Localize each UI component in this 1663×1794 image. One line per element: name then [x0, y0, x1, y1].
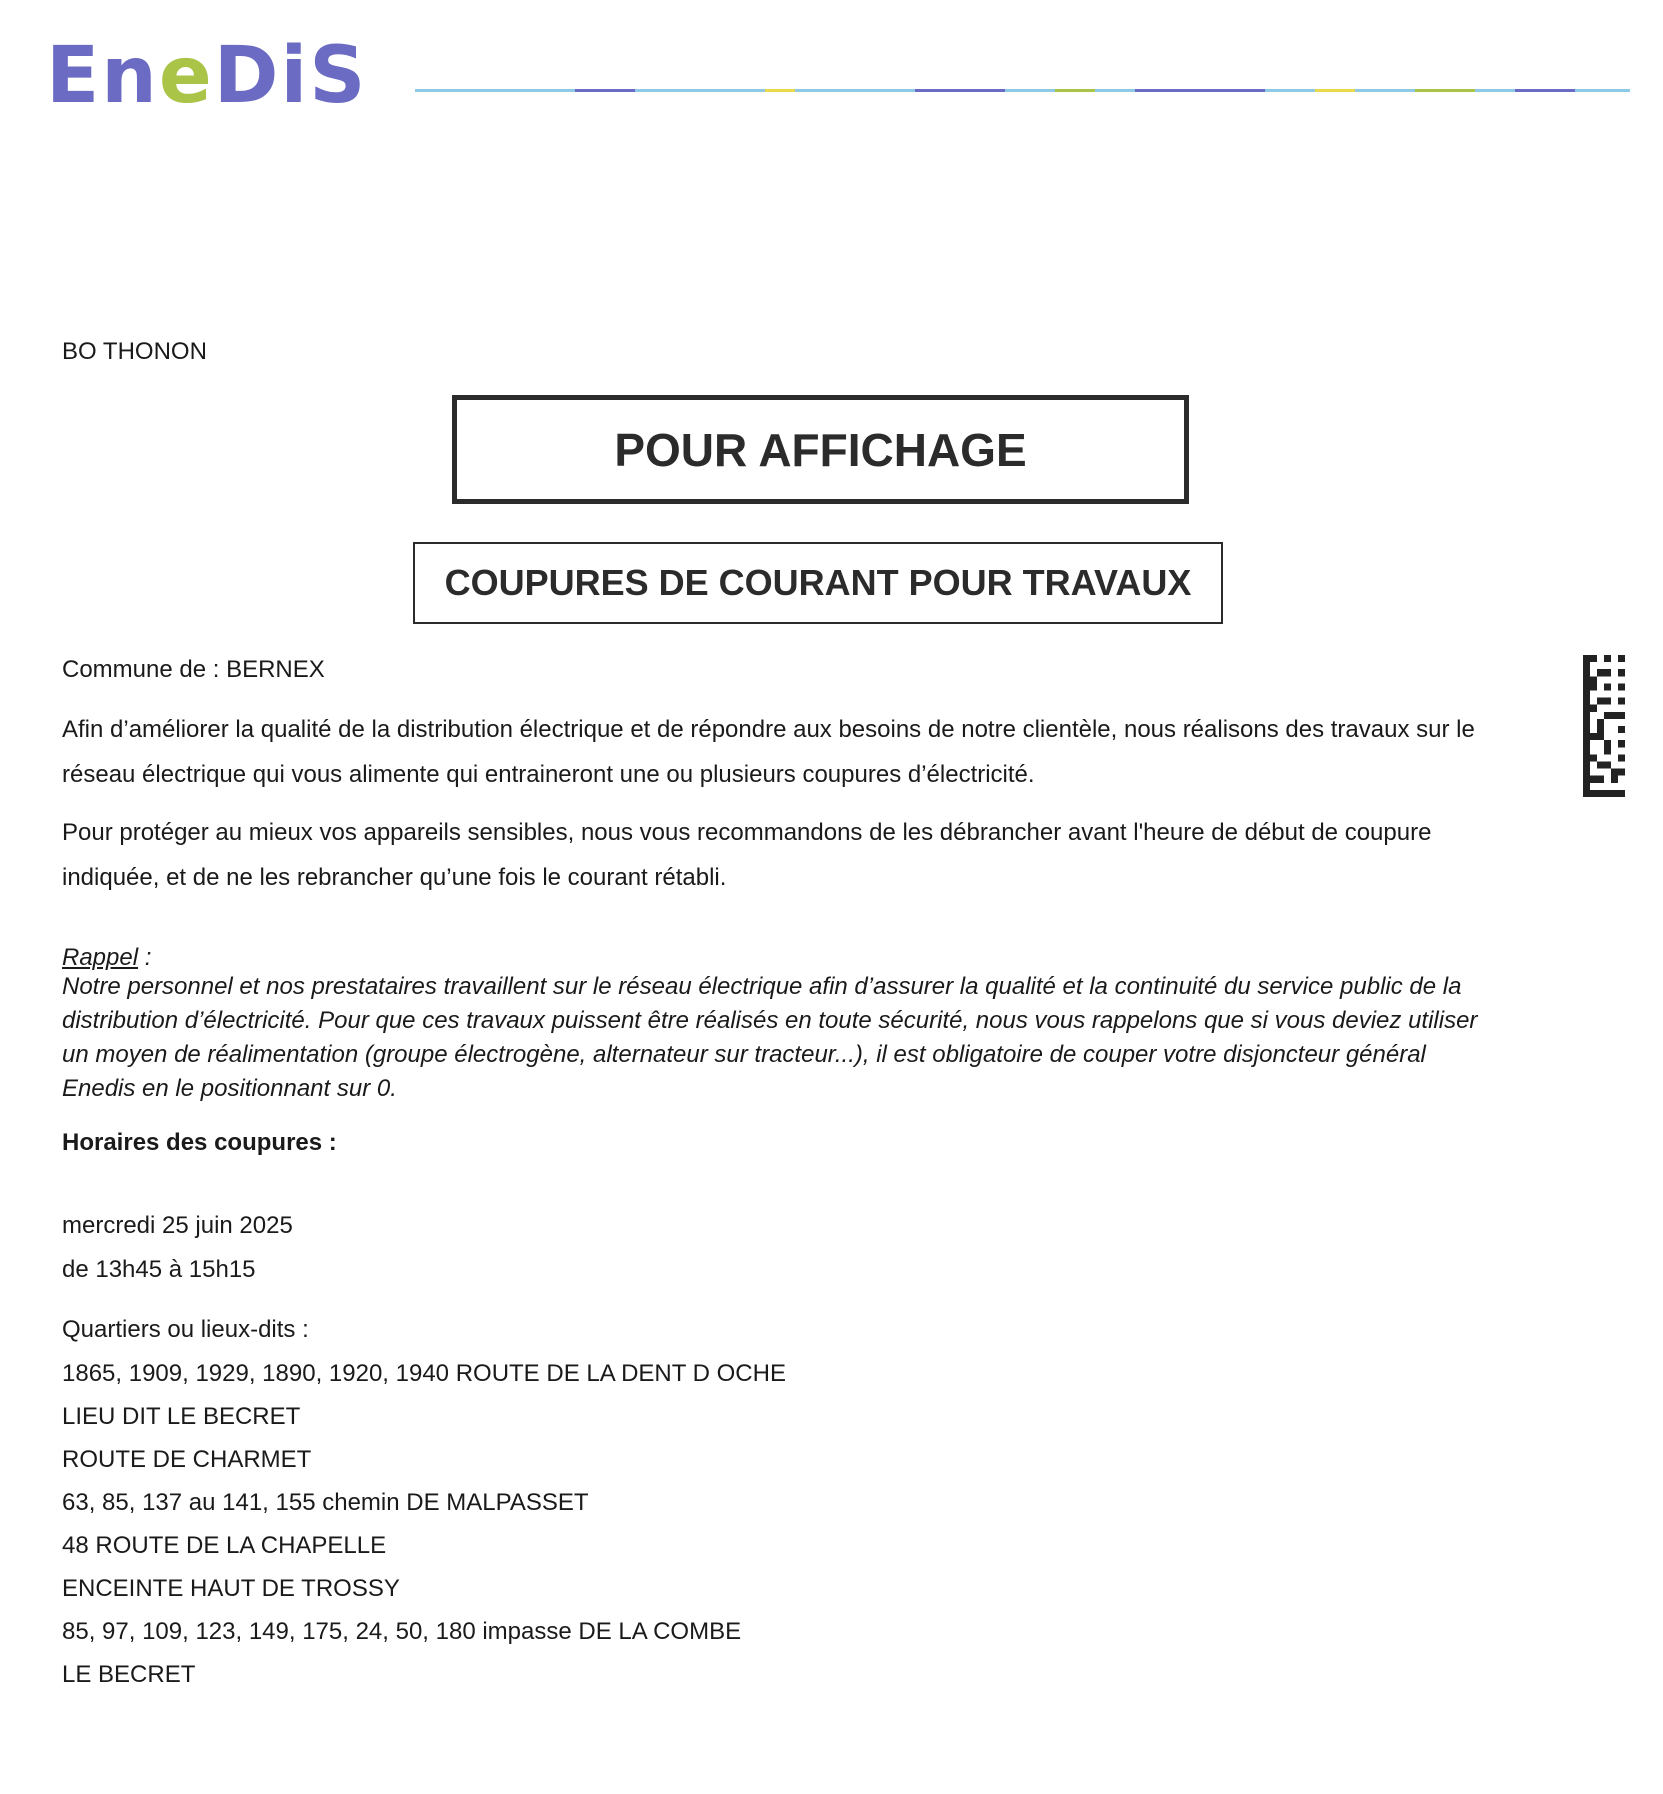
list-item: 63, 85, 137 au 141, 155 chemin DE MALPASSET: [62, 1489, 589, 1516]
title-box-main: [452, 395, 1189, 504]
horaires-heading: Horaires des coupures :: [62, 1129, 337, 1156]
title-sub: COUPURES DE COURANT POUR TRAVAUX: [444, 562, 1192, 603]
quartiers-heading: Quartiers ou lieux-dits :: [62, 1316, 309, 1343]
list-item: ROUTE DE CHARMET: [62, 1446, 312, 1473]
list-item: ENCEINTE HAUT DE TROSSY: [62, 1575, 400, 1602]
quartiers-list: [62, 1352, 786, 1696]
schedule-date: mercredi 25 juin 2025: [62, 1212, 293, 1239]
rappel-heading: Rappel :: [62, 944, 152, 971]
header-dashed-line: [415, 88, 1630, 93]
rappel-body: Notre personnel et nos prestataires travaillent sur le réseau électrique afin d’assurer la qualité et la continuité du service public de la distribution d’électricité. Pour que ces travaux puissent être réalisés en toute sécurité, nous vous rappelons que si vous deviez utiliser un moyen de réalimentation (groupe électrogène, alternateur sur tracteur...), il est obligatoire de couper votre disjoncteur général Enedis en le positionnant sur 0.: [62, 973, 1478, 1102]
title-main: POUR AFFICHAGE: [614, 423, 1027, 476]
paragraph-intro: Afin d’améliorer la qualité de la distribution électrique et de répondre aux besoins de notre clientèle, nous réalisons des travaux sur le réseau électrique qui vous alimente qui entraineront une ou plusieurs coupures d’électricité.: [62, 716, 1475, 788]
logo-wordmark: EneDiS: [46, 31, 368, 121]
enedis-logo: [46, 31, 396, 121]
commune-line: Commune de : BERNEX: [62, 656, 325, 683]
list-item: 48 ROUTE DE LA CHAPELLE: [62, 1532, 387, 1559]
list-item: 85, 97, 109, 123, 149, 175, 24, 50, 180 impasse DE LA COMBE: [62, 1618, 742, 1645]
list-item: 1865, 1909, 1929, 1890, 1920, 1940 ROUTE DE LA DENT D OCHE: [62, 1360, 786, 1387]
schedule-time: de 13h45 à 15h15: [62, 1256, 256, 1283]
paragraph-advice: Pour protéger au mieux vos appareils sensibles, nous vous recommandons de les débrancher avant l'heure de début de coupure indiquée, et de ne les rebrancher qu’une fois le courant rétabli.: [62, 819, 1432, 891]
list-item: LIEU DIT LE BECRET: [62, 1403, 301, 1430]
sender-office: BO THONON: [62, 338, 207, 365]
list-item: LE BECRET: [62, 1661, 196, 1688]
title-box-sub: [413, 542, 1223, 624]
datamatrix-code-icon: [1583, 655, 1625, 797]
